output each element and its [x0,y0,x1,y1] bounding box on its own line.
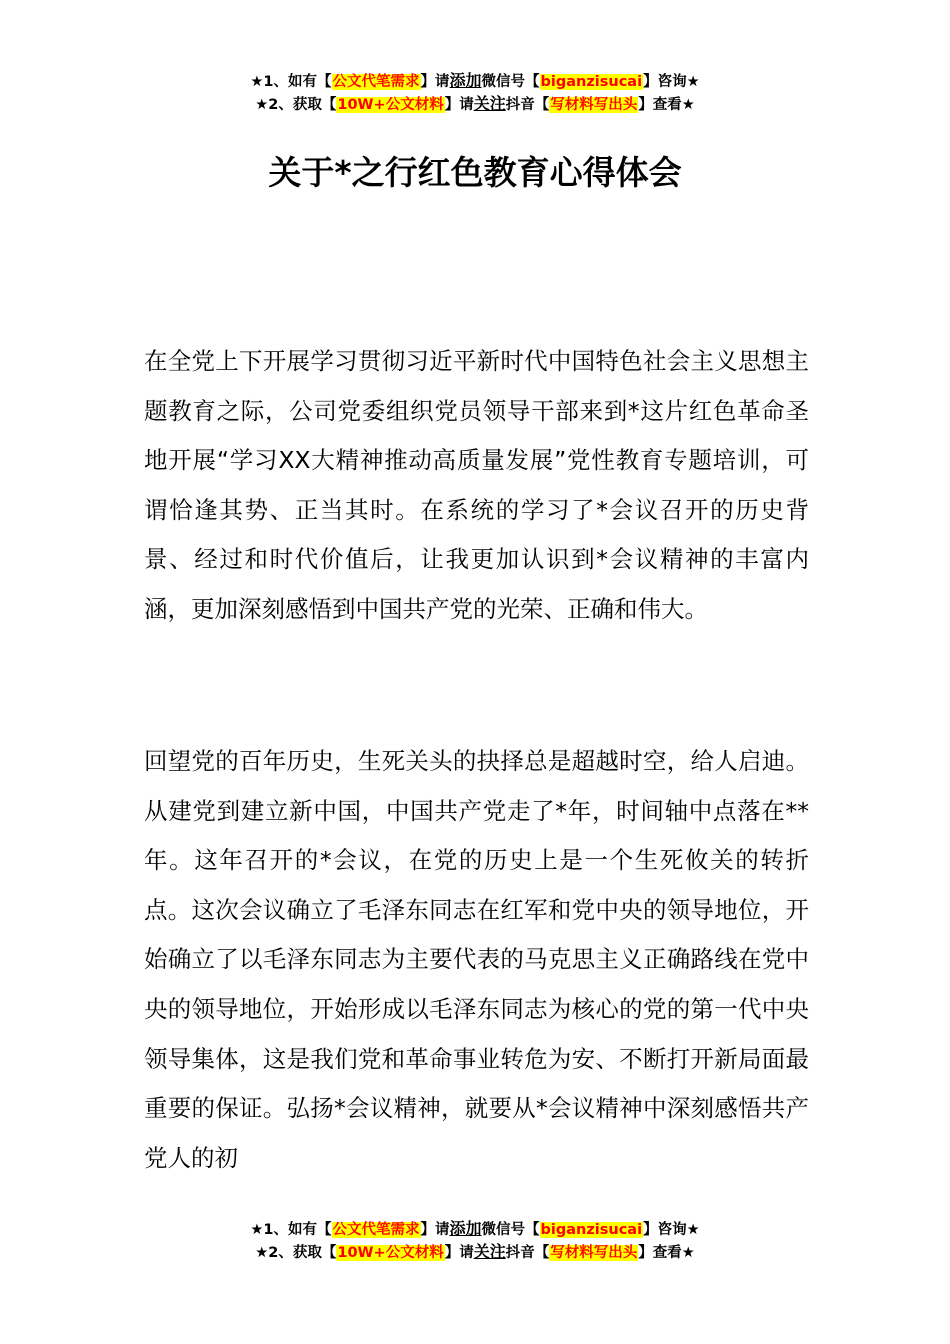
highlight-wechat-id: biganzisucai [540,74,643,90]
body-paragraph-2: 回望党的百年历史，生死关头的抉择总是超越时空，给人启迪。从建党到建立新中国，中国共产党走了*年，时间轴中点落在**年。这年召开的*会议，在党的历史上是一个生死攸关的转折点。这次会议确立了毛泽东同志在红军和党中央的领导地位，开始确立了以毛泽东同志为主要代表的马克思主义正确路线在党中央的领导地位，开始形成以毛泽东同志为核心的党的第一代中央领导集体，这是我们党和革命事业转危为安、不断打开新局面最重要的保证。弘扬*会议精神，就要从*会议精神中深刻感悟共产党人的初 [144,747,809,1172]
body-paragraph-1: 在全党上下开展学习贯彻习近平新时代中国特色社会主义思想主题教育之际，公司党委组织党员领导干部来到*这片红色革命圣地开展“学习XX大精神推动高质量发展”党性教育专题培训，可谓恰逢其势、正当其时。在系统的学习了*会议召开的历史背景、经过和时代价值后，让我更加认识到*会议精神的丰富内涵，更加深刻感悟到中国共产党的光荣、正确和伟大。 [144,347,809,623]
highlight-service: 公文代笔需求 [332,1222,420,1238]
highlight-douyin-account: 写材料写出头 [550,1245,638,1261]
promo-banner-bottom [0,1217,950,1263]
highlight-materials: 10W+公文材料 [337,97,444,113]
document-title: 关于*之行红色教育心得体会 [268,153,682,192]
promo-line-1: ★1、如有【公文代笔需求】请添加微信号【biganzisucai】咨询★ [250,1219,700,1238]
promo-line-2: ★2、获取【10W+公文材料】请关注抖音【写材料写出头】查看★ [255,94,695,113]
highlight-service: 公文代笔需求 [332,74,420,90]
highlight-douyin-account: 写材料写出头 [550,97,638,113]
promo-line-1: ★1、如有【公文代笔需求】请添加微信号【biganzisucai】咨询★ [250,71,700,90]
promo-banner-top [0,69,950,115]
promo-line-2: ★2、获取【10W+公文材料】请关注抖音【写材料写出头】查看★ [255,1242,695,1261]
highlight-materials: 10W+公文材料 [337,1245,444,1261]
highlight-wechat-id: biganzisucai [540,1222,643,1238]
